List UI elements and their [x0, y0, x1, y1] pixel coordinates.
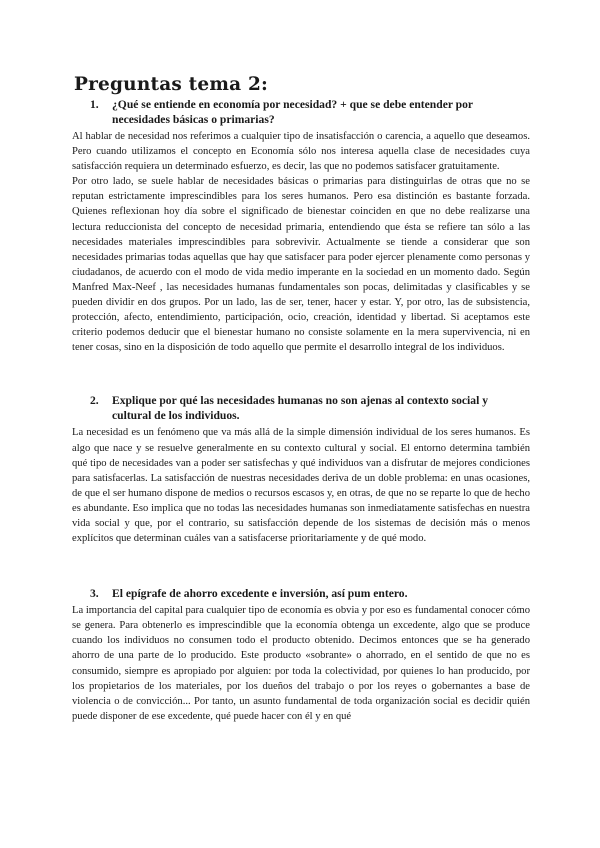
answer-1-paragraph-1: Al hablar de necesidad nos referimos a cualquier tipo de insatisfacción o carencia, a aquello que deseamos. Pero cuando utilizamos el concepto en Economía sólo nos interesa aquella clase de necesidades cuya satisfacción requiera un determinado esfuerzo, es decir, las que no podemos satisfacer gratuitamente. [72, 131, 530, 173]
answer-3-paragraph-1: La importancia del capital para cualquier tipo de economía es obvia y por eso es fundamental conocer cómo se genera. Para obtenerlo es imprescindible que la economía obtenga un excedente, algo que se produce cuando los individuos no consumen todo el producto obtenido. Decimos entonces que se ha generado ahorro de una parte de lo producido. Este producto «sobrante» o ahorrado, en el sentido de que no es consumido, siempre es apropiado por alguien: por toda la colectividad, por quienes lo han producido, por los propietarios de los materiales, por los dueños del trabajo o por los reyes o gobernantes a base de violencia o de convicción... Por tanto, un asunto fundamental de toda organización social es decidir quién puede disponer de ese excedente, qué puede hacer con él y en qué [72, 605, 530, 722]
answer-1-paragraph-2: Por otro lado, se suele hablar de necesidades básicas o primarias para distinguirlas de otras que no se reputan estrictamente imprescindibles para los seres humanos. Pero esa distinción es bastante forzada. Quienes reflexionan hoy día sobre el significado de bienestar coinciden en que no debe realizarse una lectura reduccionista del concepto de necesidad primaria, entendiendo que ésta se refiere tan sólo a las necesidades materiales imprescindibles para sobrevivir. Actualmente se tiende a considerar que son necesidades primarias todas aquellas que hay que satisfacer para poder ejercer plenamente como personas y ciudadanos, de acuerdo con el modo de vida medio imperante en la sociedad en un momento dado. Según Manfred Max-Neef , las necesidades humanas fundamentales son pocas, delimitadas y clasificables y se pueden dividir en dos grupos. Por un lado, las de ser, tener, hacer y estar. Y, por otro, las de subsistencia, protección, afecto, entendimiento, participación, ocio, creación, identidad y libertad. Si aceptamos este criterio podemos deducir que el bienestar humano no consiste solamente en la mera supervivencia, ni en tener cosas, sino en la disposición de todo aquello que permite el desarrollo integral de los individuos. [72, 176, 530, 354]
question-3-heading [72, 586, 530, 601]
question-3-number: 3. [90, 587, 99, 601]
question-1-number: 1. [90, 98, 99, 111]
answer-2-paragraph-1: La necesidad es un fenómeno que va más allá de la simple dimensión individual de los seres humanos. Es algo que nace y se resuelve generalmente en su contexto cultural y social. El entorno determina también qué tipo de necesidades van a poder ser satisfechas y qué individuos van a disfrutar de mejores condiciones para satisfacerlas. La satisfacción de nuestras necesidades deriva de un doble problema: en unas ocasiones, de que el ser humano dispone de medios o recursos escasos y, en otras, de que no se reparte lo que de hecho es abundante. Eso implica que no todas las necesidades humanas son inmediatamente satisfechas en nuestra vida social y que, por el contrario, su satisfacción depende de los sistemas de decisión más o menos explícitos que determinan cuáles van a satisfacerse prioritariamente y de qué modo. [72, 427, 530, 545]
question-3-text: El epígrafe de ahorro excedente e inversión, así pum entero. [112, 587, 408, 601]
question-1-text: ¿Qué se entiende en economía por necesidad? + que se debe entender por necesidades básicas o primarias? [112, 98, 473, 126]
section-spacer [72, 355, 530, 393]
page-title: Preguntas tema 2: [74, 74, 269, 95]
question-1-heading [72, 97, 530, 127]
question-2-text: Explique por qué las necesidades humanas no son ajenas al contexto social y cultural de los individuos. [112, 394, 488, 423]
question-2-heading [72, 393, 530, 423]
question-2-number: 2. [90, 394, 99, 408]
section-spacer [72, 546, 530, 586]
